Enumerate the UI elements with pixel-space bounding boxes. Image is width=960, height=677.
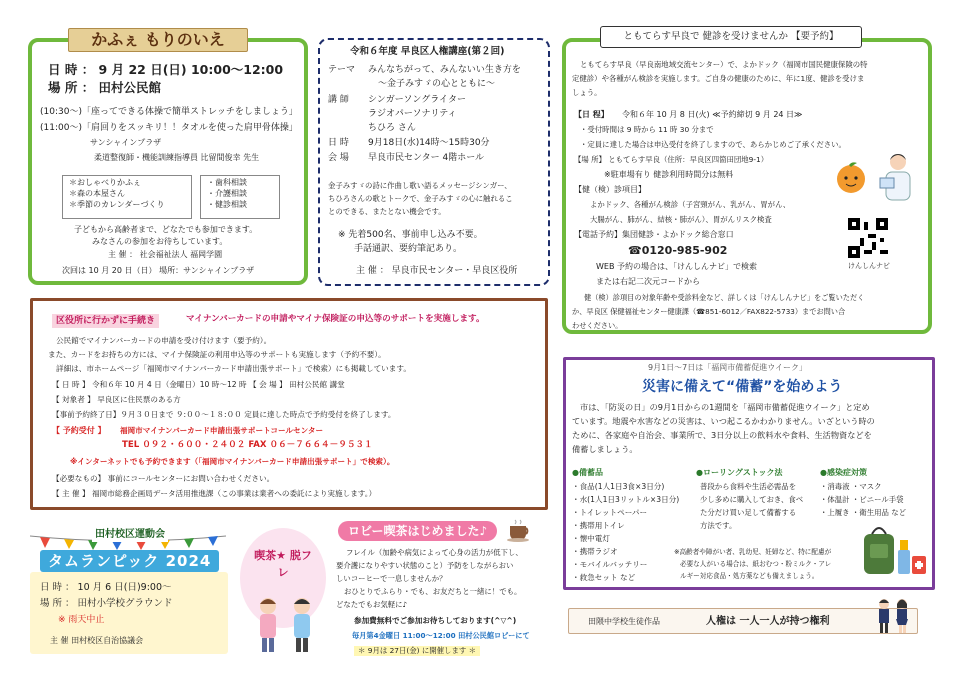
health-tel-label: 【電話予約】集団健診・よかドック総合窓口 bbox=[574, 230, 734, 239]
sports-head: 田村校区運動会 bbox=[92, 528, 168, 542]
list-item: ・懐中電灯 bbox=[572, 534, 610, 543]
mynumber-headline: マイナンバーカードの申請やマイナ保険証の申込等のサポートを実施します。 bbox=[186, 314, 485, 324]
list-item: ・食品(1人1日3食×3日分) bbox=[572, 482, 665, 491]
mynumber-p3: 詳細は、市ホームページ「福岡市マイナンバーカード申請出張サポート」で検索）にも掲載しています。 bbox=[56, 364, 411, 373]
cafe-note2: みなさんの参加をお待ちしています。 bbox=[92, 237, 228, 246]
list-item: ＊おしゃべりかふぇ bbox=[69, 178, 141, 187]
mynumber-organizer-row: 【 主 催 】 福岡市総務企画局データ活用推進課（この事業は業者への委託により実施します。） bbox=[52, 489, 377, 498]
sports-date: 日 時 ： 10 月 6 日(日)9:00～ bbox=[40, 582, 172, 593]
disaster-note3: ルギー対応食品・処方薬なども備えましょう。 bbox=[680, 572, 819, 580]
list-item: ・水(1人1日3リットル×3日分) bbox=[572, 495, 680, 504]
rights-title: 令和６年度 早良区人権講座(第２回) bbox=[350, 46, 505, 57]
sports-place: 場 所 ： 田村小学校グラウンド bbox=[40, 598, 173, 609]
list-item: 普段から食料や生活必需品を bbox=[700, 482, 797, 491]
list-item: ・上履き ・衛生用品 など bbox=[820, 508, 906, 517]
rights-date: 9月18日(水)14時～15時30分 bbox=[368, 138, 490, 148]
list-item: ＊森の本屋さん bbox=[69, 188, 125, 198]
rights-note1: ※ 先着500名、事前申し込み不要。 bbox=[338, 230, 483, 240]
health-date-label: 【日 程】 bbox=[574, 110, 609, 119]
cafe-lecturer: 柔道整復師・機能訓練指導員 比留間俊幸 先生 bbox=[94, 153, 260, 162]
mynumber-date-row: 【 日 時 】 令和６年 10 月 4 日（金曜日）10 時～12 時 【 会 場 】 田村公民館 講堂 bbox=[52, 380, 345, 389]
sports-title: タムランピック 2024 bbox=[40, 550, 219, 572]
rights-venue: 早良市民センター 4階ホール bbox=[368, 153, 485, 163]
rights-lecturer3: ちひろ さん bbox=[368, 123, 416, 133]
rights-lecturer2: ラジオパーソナリティ bbox=[368, 109, 457, 119]
mynumber-target-row: 【 対象者 】 早良区に住民票のある方 bbox=[52, 395, 181, 404]
mynumber-badge: 区役所に行かずに手続き bbox=[52, 314, 159, 328]
mynumber-period-row: 【事前予約終了日】９月３０日まで ９:００～１８:００ 定員に達した時点で予約受付を終了します。 bbox=[52, 410, 396, 419]
lobby-free: 参加費無料でご参加お待ちしております(^▽^) bbox=[354, 616, 517, 625]
rights-theme-label: テーマ bbox=[328, 65, 356, 75]
health-intro2: 定健診）や各種がん検診を実施します。ご自身の健康のために、年に1度、健診を受けま bbox=[572, 74, 865, 83]
health-tel: ☎0120-985-902 bbox=[628, 244, 728, 257]
disaster-p3: ために、各家庭や自治会、事業所で、3日分以上の飲料水や食料、生活物資などを bbox=[572, 430, 872, 440]
cafe-date: 日 時 ： 9 月 22 日(日) 10:00～12:00 bbox=[48, 62, 284, 77]
mynumber-bring-row: 【必要なもの】 事前にコールセンターにお問い合わせください。 bbox=[52, 474, 275, 483]
coffee-cup-icon bbox=[506, 518, 536, 542]
qr-code-icon[interactable] bbox=[848, 218, 888, 258]
lobby-time: 毎月第4金曜日 11:00～12:00 田村公民館ロビーにて bbox=[352, 631, 530, 640]
rights-theme2: ～金子みすゞの心とともに～ bbox=[378, 79, 496, 89]
list-item: ＊季節のカレンダーづくり bbox=[69, 199, 165, 209]
human-school: 田隈中学校生徒作品 bbox=[588, 617, 660, 626]
health-foot1: 健（検）診項目の対象年齢や受診料金など、詳しくは「けんしんナビ」をご覧いただく bbox=[584, 293, 865, 302]
disaster-note1: ※高齢者や障がい者、乳幼児、妊婦など、特に配慮が bbox=[674, 548, 832, 556]
list-item: ・救急セット など bbox=[572, 573, 636, 582]
list-item: ・携帯用トイレ bbox=[572, 521, 625, 530]
lobby-t1: フレイル（加齢や病気によって心身の活力が低下し、 bbox=[346, 548, 523, 557]
health-note: ・定員に達した場合は申込受付を終了しますので、あらかじめご了承ください。 bbox=[580, 140, 846, 149]
mynumber-p2: また、カードをお持ちの方には、マイナ保険証の利用申込等のサポートも実施します（予約不要）。 bbox=[48, 350, 386, 359]
rights-theme1: みんなちがって、みんないい生き方を bbox=[368, 65, 521, 75]
cafe-note1: 子どもから高齢者まで、どなたでも参加できます。 bbox=[74, 225, 258, 234]
cafe-title: かふぇ もりのいえ bbox=[68, 28, 248, 52]
cafe-lecturer-org: サンシャインプラザ bbox=[90, 138, 162, 147]
disaster-col3 bbox=[820, 480, 906, 519]
disaster-p4: 備蓄しましょう。 bbox=[572, 444, 638, 454]
list-item: ・携帯ラジオ bbox=[572, 547, 618, 556]
cafe-organizer: 主 催 ： 社会福祉法人 福岡学園 bbox=[108, 250, 223, 259]
mynumber-reserve-label: 【 予約受付 】 bbox=[52, 426, 106, 435]
health-accept: ・受付時間は 9 時から 11 時 30 分まで bbox=[580, 125, 714, 134]
lobby-this-month: ＊ 9月は 27日(金) に開催します ＊ bbox=[354, 646, 480, 656]
cafe-next: 次回は 10 月 20 日（日） 場所：サンシャインプラザ bbox=[62, 266, 255, 275]
list-item: ・介護相談 bbox=[207, 188, 247, 198]
list-item: ・体温計 ・ビニール手袋 bbox=[820, 495, 904, 504]
lobby-t5: どなたでもお気軽に♪ bbox=[336, 600, 408, 609]
disaster-p1: 市は、「防災の日」の9月1日からの1週間を「福岡市備蓄促進ウイーク」と定め bbox=[580, 402, 870, 412]
orange-mascot-icon bbox=[834, 160, 868, 194]
rights-organizer: 主 催 ： 早良市民センター・早良区役所 bbox=[356, 266, 518, 276]
rights-lecturer-label: 講 師 bbox=[328, 95, 349, 105]
cafe-left-list bbox=[62, 175, 192, 219]
health-items-label: 【健（検）診項目】 bbox=[574, 185, 646, 194]
disaster-note2: 必要な人がいる場合は、紙おむつ・粉ミルク・アレ bbox=[680, 560, 832, 568]
rights-date-label: 日 時 bbox=[328, 138, 349, 148]
mynumber-internet: ※インターネットでも予約できます（「福岡市マイナンバーカード申請出張サポート」で検索）。 bbox=[70, 457, 395, 466]
mynumber-tel: TEL ０９２・６００・２４０２ FAX ０６－７６６４－９５３１ bbox=[122, 440, 373, 450]
rights-desc3: とのできる、またとない機会です。 bbox=[328, 207, 446, 216]
lobby-t3: しいコーヒーで一息しませんか？ bbox=[336, 574, 447, 583]
disaster-col3-head: ●感染症対策 bbox=[820, 468, 867, 477]
list-item: 方法です。 bbox=[700, 521, 737, 530]
disaster-title: 災害に備えて“備蓄”を始めよう bbox=[642, 379, 843, 395]
health-foot3: わせください。 bbox=[572, 321, 623, 330]
rights-desc1: 金子みすゞの詩に作曲し歌い語るメッセージシンガー、 bbox=[328, 181, 512, 190]
health-place: 【場 所】 ともてらす早良（住所：早良区四箇田団地9-1） bbox=[574, 155, 769, 164]
list-item: ・消毒液 ・マスク bbox=[820, 482, 882, 491]
human-title: 人権は 一人一人が持つ権利 bbox=[706, 616, 830, 627]
disaster-p2: ています。地震や水害などの災害は、いつ起こるかわかりません。いざという時の bbox=[572, 416, 875, 426]
health-items2: 大腸がん、肺がん、結核・肺がん）、胃がんリスク検査 bbox=[590, 215, 772, 224]
rights-desc2: ちひろさんの歌とトークで、金子みすゞの心に触れるこ bbox=[328, 194, 513, 203]
list-item: ・トイレットペーパー bbox=[572, 508, 648, 517]
list-item: た分だけ買い足して備蓄する bbox=[700, 508, 797, 517]
cafe-prog1: (10:30～)「座ってできる体操で簡単ストレッチをしましょう」 bbox=[40, 107, 298, 117]
disaster-col2 bbox=[700, 480, 803, 532]
health-items1: よかドック、各種がん検診（子宮頸がん、乳がん、胃がん、 bbox=[590, 200, 791, 209]
lobby-bubble: 喫茶★ 脱フレ bbox=[254, 549, 312, 579]
sports-organizer: 主 催 田村校区自治協議会 bbox=[50, 636, 144, 645]
cafe-right-list bbox=[200, 175, 280, 219]
rights-note2: 手話通訳、要約筆記あり。 bbox=[354, 244, 463, 254]
disaster-col1 bbox=[572, 480, 679, 584]
qr-caption: けんしんナビ bbox=[848, 262, 890, 270]
rights-venue-label: 会 場 bbox=[328, 153, 349, 163]
health-title: ともてらす早良で 健診を受けませんか 【要予約】 bbox=[600, 26, 862, 48]
disaster-col1-head: ●備蓄品 bbox=[572, 468, 603, 477]
health-parking: ※駐車場有り 健診利用時間分は無料 bbox=[604, 170, 734, 179]
doctor-illustration-icon bbox=[878, 150, 918, 202]
list-item: ・モバイルバッテリー bbox=[572, 560, 648, 569]
cafe-prog2: (11:00～)「肩回りをスッキリ！！タオルを使った肩甲骨体操」 bbox=[40, 123, 298, 133]
list-item: ・歯科相談 bbox=[207, 178, 247, 187]
disaster-sub: 9月1日～7日は「福岡市備蓄促進ウイーク」 bbox=[648, 363, 808, 372]
health-intro3: しょう。 bbox=[572, 88, 602, 97]
sports-rain: ※ 雨天中止 bbox=[58, 615, 105, 625]
mynumber-p1: 公民館でマイナンバーカードの申請を受け付けます（要予約）。 bbox=[56, 336, 272, 345]
health-intro1: ともてらす早良（早良南地域交流センター）で、よかドック（福岡市国民健康保険の特 bbox=[580, 60, 868, 69]
disaster-col2-head: ●ローリングストック法 bbox=[696, 468, 783, 477]
health-foot2: か、早良区 保健福祉センター健康課（☎851-6012／FAX822-5733）までお問い合 bbox=[572, 307, 846, 316]
list-item: ・健診相談 bbox=[207, 199, 247, 209]
students-illustration-icon bbox=[872, 596, 914, 634]
list-item: 少し多めに購入しておき、食べ bbox=[700, 495, 804, 504]
mynumber-reserve-text: 福岡市マイナンバーカード申請出張サポートコールセンター bbox=[120, 426, 324, 435]
emergency-kit-icon bbox=[858, 520, 930, 580]
health-web: WEB 予約の場合は、「けんしんナビ」で検索 bbox=[596, 262, 757, 271]
rights-lecturer1: シンガーソングライター bbox=[368, 95, 466, 105]
health-date: 令和６年 10 月 8 日(火) ≪予約締切 9 月 24 日≫ bbox=[622, 110, 803, 119]
lobby-t4: おひとりでふらり・でも、お友だちと一緒に！でも。 bbox=[344, 587, 522, 596]
cafe-place: 場 所 ： 田村公民館 bbox=[48, 80, 162, 95]
lobby-t2: 要介護になりやすい状態のこと）予防をしながらおい bbox=[336, 561, 514, 570]
people-illustration-icon bbox=[246, 592, 326, 654]
lobby-title: ロビー喫茶はじめました♪ bbox=[338, 521, 497, 541]
health-qr-text: または右記二次元コードから bbox=[596, 277, 700, 286]
